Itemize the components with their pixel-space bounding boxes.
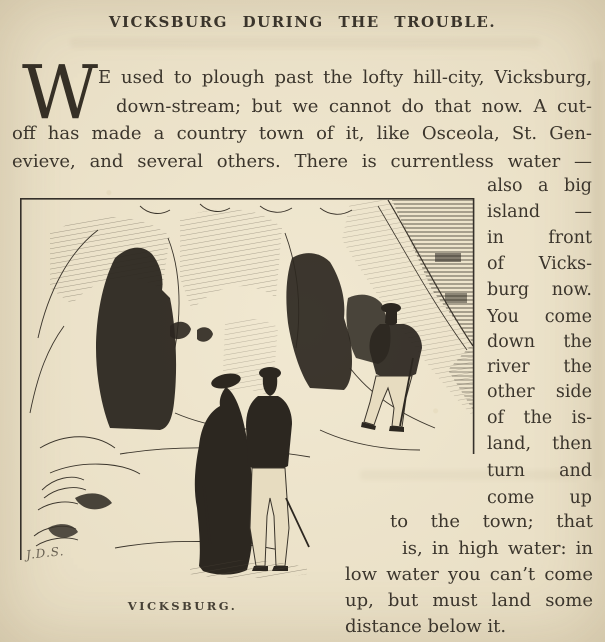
man-figure (246, 367, 309, 571)
drop-cap-letter: W (22, 50, 99, 136)
intro-line: down-stream; but we cannot do that now. A cut- (116, 96, 592, 117)
column-line: other side (487, 382, 592, 402)
column-line: island — (487, 202, 592, 222)
column-line: of Vicks- (487, 254, 592, 274)
ground-shadow (190, 560, 307, 578)
intro-line: evieve, and several others. There is currentless water — (12, 151, 592, 172)
intro-line: off has made a country town of it, like Osceola, St. Gen- (12, 123, 592, 144)
column-line: burg now. (487, 280, 592, 300)
closing-line: up, but must land some (345, 590, 593, 611)
closing-line: is, in high water: in (402, 538, 593, 559)
closing-line: distance below it. (345, 616, 507, 637)
column-line: river the (487, 357, 592, 377)
bleedthrough-smudge (70, 38, 540, 48)
column-line: down the (487, 332, 592, 352)
intro-line: E used to plough past the lofty hill-city, Vicksburg, (98, 67, 592, 88)
cave-opening (170, 322, 191, 339)
chapter-heading: VICKSBURG DURING THE TROUBLE. (108, 13, 497, 31)
cane (286, 498, 309, 547)
column-line: You come (487, 307, 592, 327)
illustration-caption: VICKSBURG. (127, 599, 238, 613)
column-line: of the is- (487, 408, 592, 428)
column-line: land, then (487, 434, 592, 454)
closing-line: low water you can’t come (345, 564, 593, 585)
artist-signature: J.D.S. (25, 544, 65, 562)
column-line: in front (487, 228, 592, 248)
bleedthrough-smudge (592, 60, 602, 480)
column-line: turn and (487, 461, 592, 481)
closing-line: to the town; that (390, 511, 593, 532)
column-line: come up (487, 488, 592, 508)
column-line: also a big (487, 176, 592, 196)
cave-opening (197, 327, 213, 342)
woman-figure (195, 371, 254, 575)
